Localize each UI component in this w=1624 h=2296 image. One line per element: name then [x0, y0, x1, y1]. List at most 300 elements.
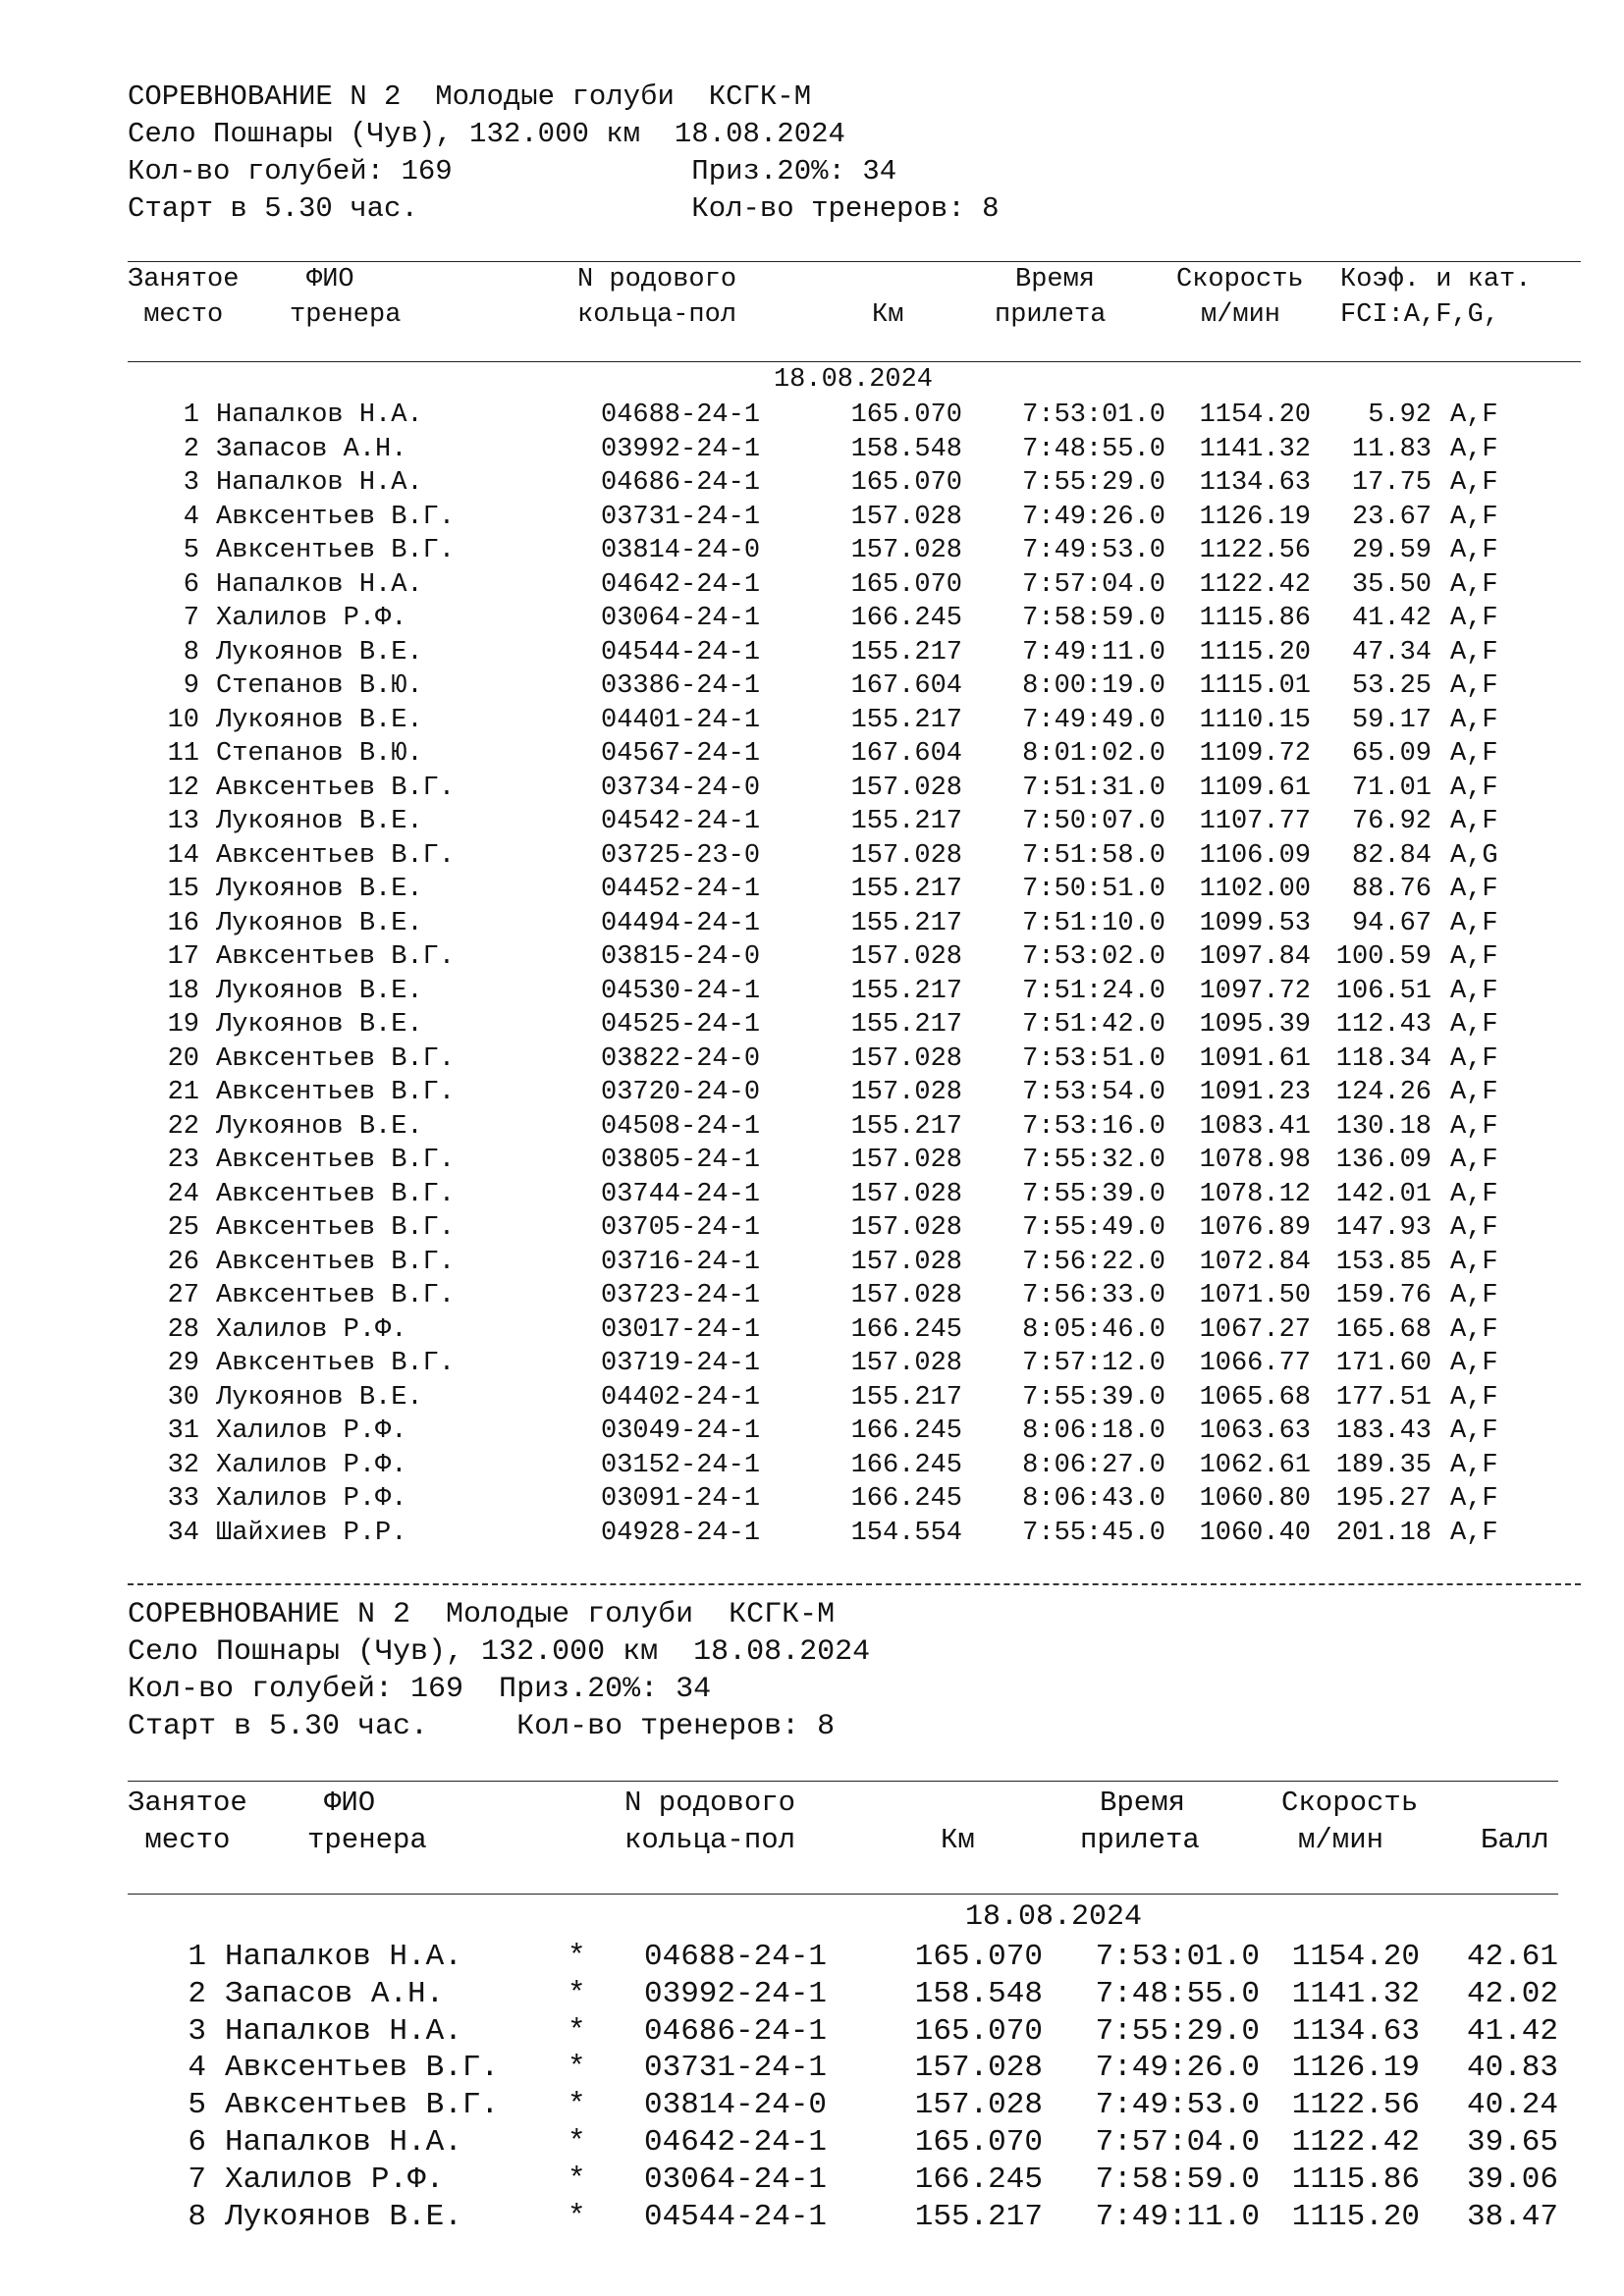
col-coef-1: Коэф. и кат.	[1340, 265, 1532, 294]
col2-name-2: тренера	[307, 1824, 427, 1856]
section1-cell-speed: 1115.20	[1199, 637, 1311, 667]
section1-cell-cat: A,F	[1450, 1484, 1498, 1514]
section1-cell-coef: 189.35	[1335, 1450, 1432, 1480]
section1-cell-place: 22	[167, 1111, 199, 1142]
section1-cell-place: 31	[167, 1416, 199, 1446]
section1-cell-name: Авксентьев В.Г.	[216, 1213, 456, 1243]
section1-cell-km: 157.028	[850, 1213, 962, 1243]
section1-cell-name: Степанов В.Ю.	[216, 671, 423, 701]
section1-cell-cat: A,F	[1450, 569, 1498, 600]
section2-cell-ring: 04686-24-1	[644, 2013, 828, 2049]
section1-cell-cat: A,F	[1450, 1078, 1498, 1107]
col-speed-2: м/мин	[1201, 300, 1281, 330]
section1-cell-ring: 03815-24-0	[601, 942, 761, 972]
section1-cell-speed: 1102.00	[1199, 875, 1311, 904]
section1-cell-ring: 03064-24-1	[601, 604, 761, 633]
col-ring-1: N родового	[577, 265, 737, 294]
section1-cell-name: Шайхиев Р.Р.	[216, 1518, 407, 1548]
col2-place-2: место	[128, 1824, 231, 1856]
section1-cell-km: 157.028	[850, 840, 962, 871]
section1-cell-ring: 04567-24-1	[601, 739, 761, 769]
section2-cell-time: 7:57:04.0	[1095, 2125, 1260, 2160]
section1-cell-ring: 03719-24-1	[601, 1349, 761, 1378]
section1-cell-cat: A,F	[1450, 536, 1498, 565]
section1-cell-speed: 1060.80	[1199, 1484, 1311, 1514]
section2-cell-km: 166.245	[914, 2162, 1043, 2197]
col2-km: Км	[941, 1824, 975, 1856]
section1-cell-time: 7:57:04.0	[1022, 569, 1165, 600]
section2-cell-score: 40.83	[1466, 2051, 1558, 2086]
section2-cell-name: Напалков Н.А.	[225, 2013, 462, 2049]
section1-cell-name: Лукоянов В.Е.	[216, 1111, 423, 1142]
section1-cell-coef: 41.42	[1351, 604, 1432, 633]
section1-cell-place: 7	[183, 604, 199, 633]
col-time-2: прилета	[995, 300, 1107, 330]
section1-cell-cat: A,F	[1450, 434, 1498, 464]
section1-cell-time: 7:49:11.0	[1022, 637, 1165, 667]
section1-cell-speed: 1072.84	[1199, 1247, 1311, 1277]
section1-cell-speed: 1110.15	[1199, 705, 1311, 735]
section1-cell-speed: 1115.01	[1199, 671, 1311, 701]
section1-cell-coef: 35.50	[1351, 569, 1432, 600]
section1-cell-km: 157.028	[850, 536, 962, 565]
section1-cell-place: 32	[167, 1450, 199, 1480]
col2-speed-1: Скорость	[1281, 1787, 1419, 1819]
section1-cell-speed: 1122.56	[1199, 536, 1311, 565]
section1-cell-place: 11	[167, 739, 199, 769]
section2-cell-mark: *	[568, 2088, 586, 2123]
col2-name-1: ФИО	[324, 1787, 376, 1819]
section1-cell-cat: A,F	[1450, 1314, 1498, 1345]
section2-cell-mark: *	[568, 2051, 586, 2086]
race-date-2: 18.08.2024	[965, 1900, 1143, 1934]
col-name-2: тренера	[290, 300, 402, 330]
section1-cell-time: 7:53:16.0	[1022, 1111, 1165, 1142]
section1-cell-time: 7:55:29.0	[1022, 468, 1165, 498]
section1-cell-cat: A,F	[1450, 875, 1498, 904]
section2-cell-time: 7:48:55.0	[1095, 1976, 1260, 2011]
section1-cell-ring: 03716-24-1	[601, 1247, 761, 1277]
section1-cell-place: 24	[167, 1179, 199, 1209]
section1-cell-ring: 04686-24-1	[601, 468, 761, 498]
section1-cell-cat: A,F	[1450, 1146, 1498, 1175]
section1-cell-place: 10	[167, 705, 199, 735]
section1-cell-coef: 124.26	[1335, 1078, 1432, 1107]
col-coef-2: FCI:A,F,G,	[1340, 300, 1500, 330]
section1-cell-place: 4	[183, 502, 199, 532]
race-date: 18.08.2024	[773, 365, 934, 395]
section2-cell-name: Халилов Р.Ф.	[225, 2162, 445, 2197]
section1-row	[0, 669, 1624, 704]
section1-cell-ring: 03152-24-1	[601, 1450, 761, 1480]
section1-cell-coef: 177.51	[1335, 1382, 1432, 1413]
section1-cell-place: 28	[167, 1314, 199, 1345]
section1-cell-speed: 1071.50	[1199, 1281, 1311, 1310]
section2-cell-name: Лукоянов В.Е.	[225, 2199, 462, 2234]
section1-cell-name: Авксентьев В.Г.	[216, 773, 456, 803]
section1-cell-place: 29	[167, 1349, 199, 1378]
section2-cell-score: 42.61	[1466, 1940, 1558, 1974]
section1-cell-cat: A,F	[1450, 705, 1498, 735]
section1-cell-coef: 88.76	[1351, 875, 1432, 904]
section1-cell-ring: 03017-24-1	[601, 1314, 761, 1345]
section1-cell-speed: 1095.39	[1199, 1010, 1311, 1040]
section1-cell-name: Авксентьев В.Г.	[216, 1146, 456, 1175]
section1-cell-place: 17	[167, 942, 199, 972]
section2-cell-score: 39.06	[1466, 2162, 1558, 2197]
section1-cell-speed: 1141.32	[1199, 434, 1311, 464]
section2-cell-time: 7:53:01.0	[1095, 1940, 1260, 1974]
section1-cell-time: 7:56:22.0	[1022, 1247, 1165, 1277]
section1-cell-coef: 165.68	[1335, 1314, 1432, 1345]
section1-cell-km: 155.217	[850, 705, 962, 735]
section1-cell-speed: 1109.61	[1199, 773, 1311, 803]
section2-cell-speed: 1115.20	[1291, 2199, 1420, 2234]
section1-cell-time: 7:58:59.0	[1022, 604, 1165, 633]
section1-cell-coef: 71.01	[1351, 773, 1432, 803]
section1-cell-speed: 1109.72	[1199, 739, 1311, 769]
section1-cell-place: 3	[183, 468, 199, 498]
section1-cell-ring: 03725-23-0	[601, 840, 761, 871]
section1-cell-name: Напалков Н.А.	[216, 468, 423, 498]
section1-row	[0, 1313, 1624, 1348]
section1-cell-name: Степанов В.Ю.	[216, 739, 423, 769]
section1-cell-time: 7:55:39.0	[1022, 1179, 1165, 1209]
section2-cell-speed: 1122.42	[1291, 2125, 1420, 2160]
section1-cell-time: 7:57:12.0	[1022, 1349, 1165, 1378]
start-time: Старт в 5.30 час. Кол-во тренеров: 8	[128, 192, 1000, 225]
section2-cell-place: 8	[188, 2199, 206, 2234]
section1-row	[0, 636, 1624, 670]
section1-cell-name: Авксентьев В.Г.	[216, 942, 456, 972]
section1-cell-coef: 183.43	[1335, 1416, 1432, 1446]
section1-cell-coef: 65.09	[1351, 739, 1432, 769]
section1-cell-name: Авксентьев В.Г.	[216, 536, 456, 565]
section1-cell-km: 167.604	[850, 671, 962, 701]
section1-cell-cat: A,F	[1450, 604, 1498, 633]
section1-cell-coef: 201.18	[1335, 1518, 1432, 1548]
section1-cell-ring: 04401-24-1	[601, 705, 761, 735]
section1-row	[0, 1110, 1624, 1145]
section1-cell-ring: 04525-24-1	[601, 1010, 761, 1040]
section1-row	[0, 704, 1624, 738]
section2-cell-mark: *	[568, 2125, 586, 2160]
section1-cell-coef: 136.09	[1335, 1146, 1432, 1175]
section1-row	[0, 1246, 1624, 1280]
start-time-2: Старт в 5.30 час. Кол-во тренеров: 8	[128, 1710, 836, 1743]
section1-cell-cat: A,F	[1450, 1450, 1498, 1480]
section2-cell-score: 39.65	[1466, 2125, 1558, 2160]
section1-cell-name: Авксентьев В.Г.	[216, 840, 456, 871]
section2-cell-ring: 03731-24-1	[644, 2051, 828, 2086]
section1-cell-time: 8:06:43.0	[1022, 1484, 1165, 1514]
section1-cell-ring: 04508-24-1	[601, 1111, 761, 1142]
section1-cell-name: Халилов Р.Ф.	[216, 604, 407, 633]
col2-time-1: Время	[1100, 1787, 1186, 1819]
section1-cell-ring: 04544-24-1	[601, 637, 761, 667]
section1-cell-name: Лукоянов В.Е.	[216, 976, 423, 1006]
pigeon-count-2: Кол-во голубей: 169 Приз.20%: 34	[128, 1673, 712, 1706]
section1-row	[0, 433, 1624, 467]
section1-row	[0, 907, 1624, 941]
section1-cell-cat: A,F	[1450, 400, 1498, 430]
section1-cell-ring: 03049-24-1	[601, 1416, 761, 1446]
section1-cell-coef: 112.43	[1335, 1010, 1432, 1040]
section1-cell-place: 18	[167, 976, 199, 1006]
section1-cell-speed: 1063.63	[1199, 1416, 1311, 1446]
section1-cell-speed: 1065.68	[1199, 1382, 1311, 1413]
section1-cell-km: 165.070	[850, 468, 962, 498]
section1-row	[0, 975, 1624, 1009]
col2-ring-1: N родового	[624, 1787, 796, 1819]
section1-cell-speed: 1106.09	[1199, 840, 1311, 871]
section1-cell-coef: 195.27	[1335, 1484, 1432, 1514]
section2-cell-place: 7	[188, 2162, 206, 2197]
section1-cell-time: 7:53:02.0	[1022, 942, 1165, 972]
section1-cell-name: Лукоянов В.Е.	[216, 705, 423, 735]
section1-cell-ring: 04452-24-1	[601, 875, 761, 904]
section1-cell-ring: 04530-24-1	[601, 976, 761, 1006]
section1-cell-km: 155.217	[850, 976, 962, 1006]
section1-cell-km: 158.548	[850, 434, 962, 464]
section1-row	[0, 568, 1624, 603]
section1-cell-speed: 1078.12	[1199, 1179, 1311, 1209]
section1-cell-km: 154.554	[850, 1518, 962, 1548]
section1-row	[0, 1517, 1624, 1551]
section1-row	[0, 805, 1624, 839]
section1-cell-time: 7:55:39.0	[1022, 1382, 1165, 1413]
section1-cell-name: Лукоянов В.Е.	[216, 908, 423, 938]
section1-cell-ring: 03720-24-0	[601, 1078, 761, 1107]
section2-cell-speed: 1126.19	[1291, 2051, 1420, 2086]
section1-cell-speed: 1107.77	[1199, 807, 1311, 836]
section1-cell-place: 8	[183, 637, 199, 667]
competition-title-2: СОРЕВНОВАНИЕ N 2 Молодые голуби КСГК-М	[128, 1598, 836, 1631]
section2-row	[0, 2013, 1624, 2051]
section1-cell-place: 27	[167, 1281, 199, 1310]
section2-cell-speed: 1122.56	[1291, 2088, 1420, 2123]
col-speed-1: Скорость	[1176, 265, 1304, 294]
section2-cell-km: 157.028	[914, 2088, 1043, 2123]
section1-cell-coef: 17.75	[1351, 468, 1432, 498]
section1-cell-time: 7:53:01.0	[1022, 400, 1165, 430]
section1-cell-speed: 1097.72	[1199, 976, 1311, 1006]
section1-cell-km: 157.028	[850, 1281, 962, 1310]
section1-cell-place: 13	[167, 807, 199, 836]
section1-cell-time: 7:55:45.0	[1022, 1518, 1165, 1548]
section1-cell-place: 20	[167, 1043, 199, 1074]
col2-score: Балл	[1481, 1824, 1549, 1856]
section1-cell-cat: A,F	[1450, 976, 1498, 1006]
section1-cell-place: 16	[167, 908, 199, 938]
section2-cell-score: 41.42	[1466, 2013, 1558, 2049]
section1-cell-name: Халилов Р.Ф.	[216, 1484, 407, 1514]
section1-cell-place: 21	[167, 1078, 199, 1107]
section2-cell-speed: 1154.20	[1291, 1940, 1420, 1974]
section2-cell-mark: *	[568, 2013, 586, 2049]
section1-cell-ring: 03723-24-1	[601, 1281, 761, 1310]
release-point-2: Село Пошнары (Чув), 132.000 км 18.08.2024	[128, 1635, 871, 1669]
section1-cell-cat: A,F	[1450, 1518, 1498, 1548]
section1-cell-cat: A,F	[1450, 1382, 1498, 1413]
section1-cell-name: Лукоянов В.Е.	[216, 807, 423, 836]
col2-time-2: прилета	[1080, 1824, 1200, 1856]
header-rule-bottom-2	[128, 1894, 1558, 1895]
section1-cell-speed: 1062.61	[1199, 1450, 1311, 1480]
section1-cell-name: Лукоянов В.Е.	[216, 875, 423, 904]
section2-cell-km: 158.548	[914, 1976, 1043, 2011]
section1-cell-cat: A,F	[1450, 671, 1498, 701]
section1-row	[0, 737, 1624, 772]
section1-cell-km: 155.217	[850, 875, 962, 904]
section1-cell-km: 157.028	[850, 1043, 962, 1074]
section1-cell-cat: A,F	[1450, 1247, 1498, 1277]
section2-row	[0, 2050, 1624, 2087]
section1-cell-km: 166.245	[850, 1416, 962, 1446]
section1-cell-time: 7:49:53.0	[1022, 536, 1165, 565]
section1-cell-coef: 130.18	[1335, 1111, 1432, 1142]
section1-cell-cat: A,F	[1450, 739, 1498, 769]
section1-cell-km: 157.028	[850, 942, 962, 972]
section2-cell-name: Авксентьев В.Г.	[225, 2088, 500, 2123]
section1-cell-time: 7:55:49.0	[1022, 1213, 1165, 1243]
section1-cell-speed: 1097.84	[1199, 942, 1311, 972]
section1-cell-name: Халилов Р.Ф.	[216, 1450, 407, 1480]
section1-cell-ring: 03734-24-0	[601, 773, 761, 803]
section1-row	[0, 534, 1624, 568]
section1-cell-coef: 147.93	[1335, 1213, 1432, 1243]
section1-row	[0, 1482, 1624, 1517]
section1-cell-time: 7:51:58.0	[1022, 840, 1165, 871]
section2-cell-score: 40.24	[1466, 2088, 1558, 2123]
section2-row	[0, 1976, 1624, 2013]
section1-cell-speed: 1076.89	[1199, 1213, 1311, 1243]
section2-cell-speed: 1134.63	[1291, 2013, 1420, 2049]
section1-cell-speed: 1091.61	[1199, 1043, 1311, 1074]
section1-cell-km: 166.245	[850, 1450, 962, 1480]
section2-cell-place: 3	[188, 2013, 206, 2049]
section1-cell-ring: 04402-24-1	[601, 1382, 761, 1413]
section1-cell-cat: A,F	[1450, 468, 1498, 498]
section1-row	[0, 1347, 1624, 1381]
section1-cell-km: 157.028	[850, 773, 962, 803]
section1-cell-name: Авксентьев В.Г.	[216, 1078, 456, 1107]
section1-cell-ring: 03822-24-0	[601, 1043, 761, 1074]
section1-cell-speed: 1078.98	[1199, 1146, 1311, 1175]
section1-cell-ring: 04642-24-1	[601, 569, 761, 600]
section1-cell-coef: 153.85	[1335, 1247, 1432, 1277]
section1-cell-km: 155.217	[850, 807, 962, 836]
section1-cell-name: Авксентьев В.Г.	[216, 1247, 456, 1277]
section2-cell-km: 155.217	[914, 2199, 1043, 2234]
section1-cell-km: 167.604	[850, 739, 962, 769]
section1-cell-coef: 53.25	[1351, 671, 1432, 701]
section1-cell-coef: 159.76	[1335, 1281, 1432, 1310]
col-ring-2: кольца-пол	[577, 300, 737, 330]
section1-cell-cat: A,F	[1450, 942, 1498, 972]
section2-cell-time: 7:49:11.0	[1095, 2199, 1260, 2234]
section1-row	[0, 1211, 1624, 1246]
section1-cell-time: 7:51:10.0	[1022, 908, 1165, 938]
section1-cell-time: 8:05:46.0	[1022, 1314, 1165, 1345]
section2-cell-time: 7:49:26.0	[1095, 2051, 1260, 2086]
section1-row	[0, 873, 1624, 907]
section1-cell-ring: 04928-24-1	[601, 1518, 761, 1548]
section1-cell-coef: 171.60	[1335, 1349, 1432, 1378]
section1-cell-km: 157.028	[850, 1247, 962, 1277]
section1-cell-cat: A,F	[1450, 807, 1498, 836]
section1-cell-place: 34	[167, 1518, 199, 1548]
section2-cell-place: 6	[188, 2125, 206, 2160]
section1-cell-cat: A,G	[1450, 840, 1498, 871]
section2-cell-mark: *	[568, 1976, 586, 2011]
section1-cell-place: 15	[167, 875, 199, 904]
section1-cell-km: 155.217	[850, 908, 962, 938]
section1-cell-ring: 03805-24-1	[601, 1146, 761, 1175]
section1-cell-speed: 1122.42	[1199, 569, 1311, 600]
section1-cell-km: 157.028	[850, 1146, 962, 1175]
section1-row	[0, 1415, 1624, 1449]
section1-cell-coef: 76.92	[1351, 807, 1432, 836]
section1-row	[0, 1008, 1624, 1042]
section1-cell-place: 6	[183, 569, 199, 600]
section1-cell-place: 9	[183, 671, 199, 701]
section1-row	[0, 602, 1624, 636]
section1-cell-coef: 59.17	[1351, 705, 1432, 735]
col-place-1: Занятое	[128, 265, 240, 294]
col2-speed-2: м/мин	[1298, 1824, 1384, 1856]
section2-cell-ring: 04642-24-1	[644, 2125, 828, 2160]
section1-row	[0, 772, 1624, 806]
section1-cell-speed: 1067.27	[1199, 1314, 1311, 1345]
section2-cell-km: 157.028	[914, 2051, 1043, 2086]
section2-cell-place: 2	[188, 1976, 206, 2011]
section1-cell-name: Лукоянов В.Е.	[216, 637, 423, 667]
section1-cell-name: Халилов Р.Ф.	[216, 1416, 407, 1446]
section1-cell-coef: 100.59	[1335, 942, 1432, 972]
section1-cell-coef: 47.34	[1351, 637, 1432, 667]
section1-cell-coef: 29.59	[1351, 536, 1432, 565]
section1-cell-km: 157.028	[850, 1179, 962, 1209]
section1-cell-km: 155.217	[850, 1382, 962, 1413]
section1-cell-name: Напалков Н.А.	[216, 569, 423, 600]
section1-row	[0, 1178, 1624, 1212]
section1-cell-coef: 5.92	[1368, 400, 1432, 430]
section2-cell-name: Авксентьев В.Г.	[225, 2051, 500, 2086]
section2-cell-name: Напалков Н.А.	[225, 2125, 462, 2160]
section2-cell-speed: 1115.86	[1291, 2162, 1420, 2197]
section2-row	[0, 2124, 1624, 2162]
section1-cell-coef: 118.34	[1335, 1043, 1432, 1074]
section1-cell-name: Халилов Р.Ф.	[216, 1314, 407, 1345]
section1-row	[0, 501, 1624, 535]
pigeon-count: Кол-во голубей: 169 Приз.20%: 34	[128, 155, 897, 187]
section1-cell-time: 7:50:07.0	[1022, 807, 1165, 836]
section1-cell-time: 8:06:18.0	[1022, 1416, 1165, 1446]
section1-cell-place: 19	[167, 1010, 199, 1040]
section1-cell-speed: 1154.20	[1199, 400, 1311, 430]
section1-cell-name: Авксентьев В.Г.	[216, 1281, 456, 1310]
section1-cell-time: 7:51:24.0	[1022, 976, 1165, 1006]
section1-cell-km: 166.245	[850, 1484, 962, 1514]
section1-cell-place: 12	[167, 773, 199, 803]
section1-cell-time: 8:06:27.0	[1022, 1450, 1165, 1480]
section1-cell-km: 165.070	[850, 569, 962, 600]
section1-cell-place: 2	[183, 434, 199, 464]
section1-cell-km: 155.217	[850, 1010, 962, 1040]
section1-cell-speed: 1066.77	[1199, 1349, 1311, 1378]
section1-cell-place: 26	[167, 1247, 199, 1277]
